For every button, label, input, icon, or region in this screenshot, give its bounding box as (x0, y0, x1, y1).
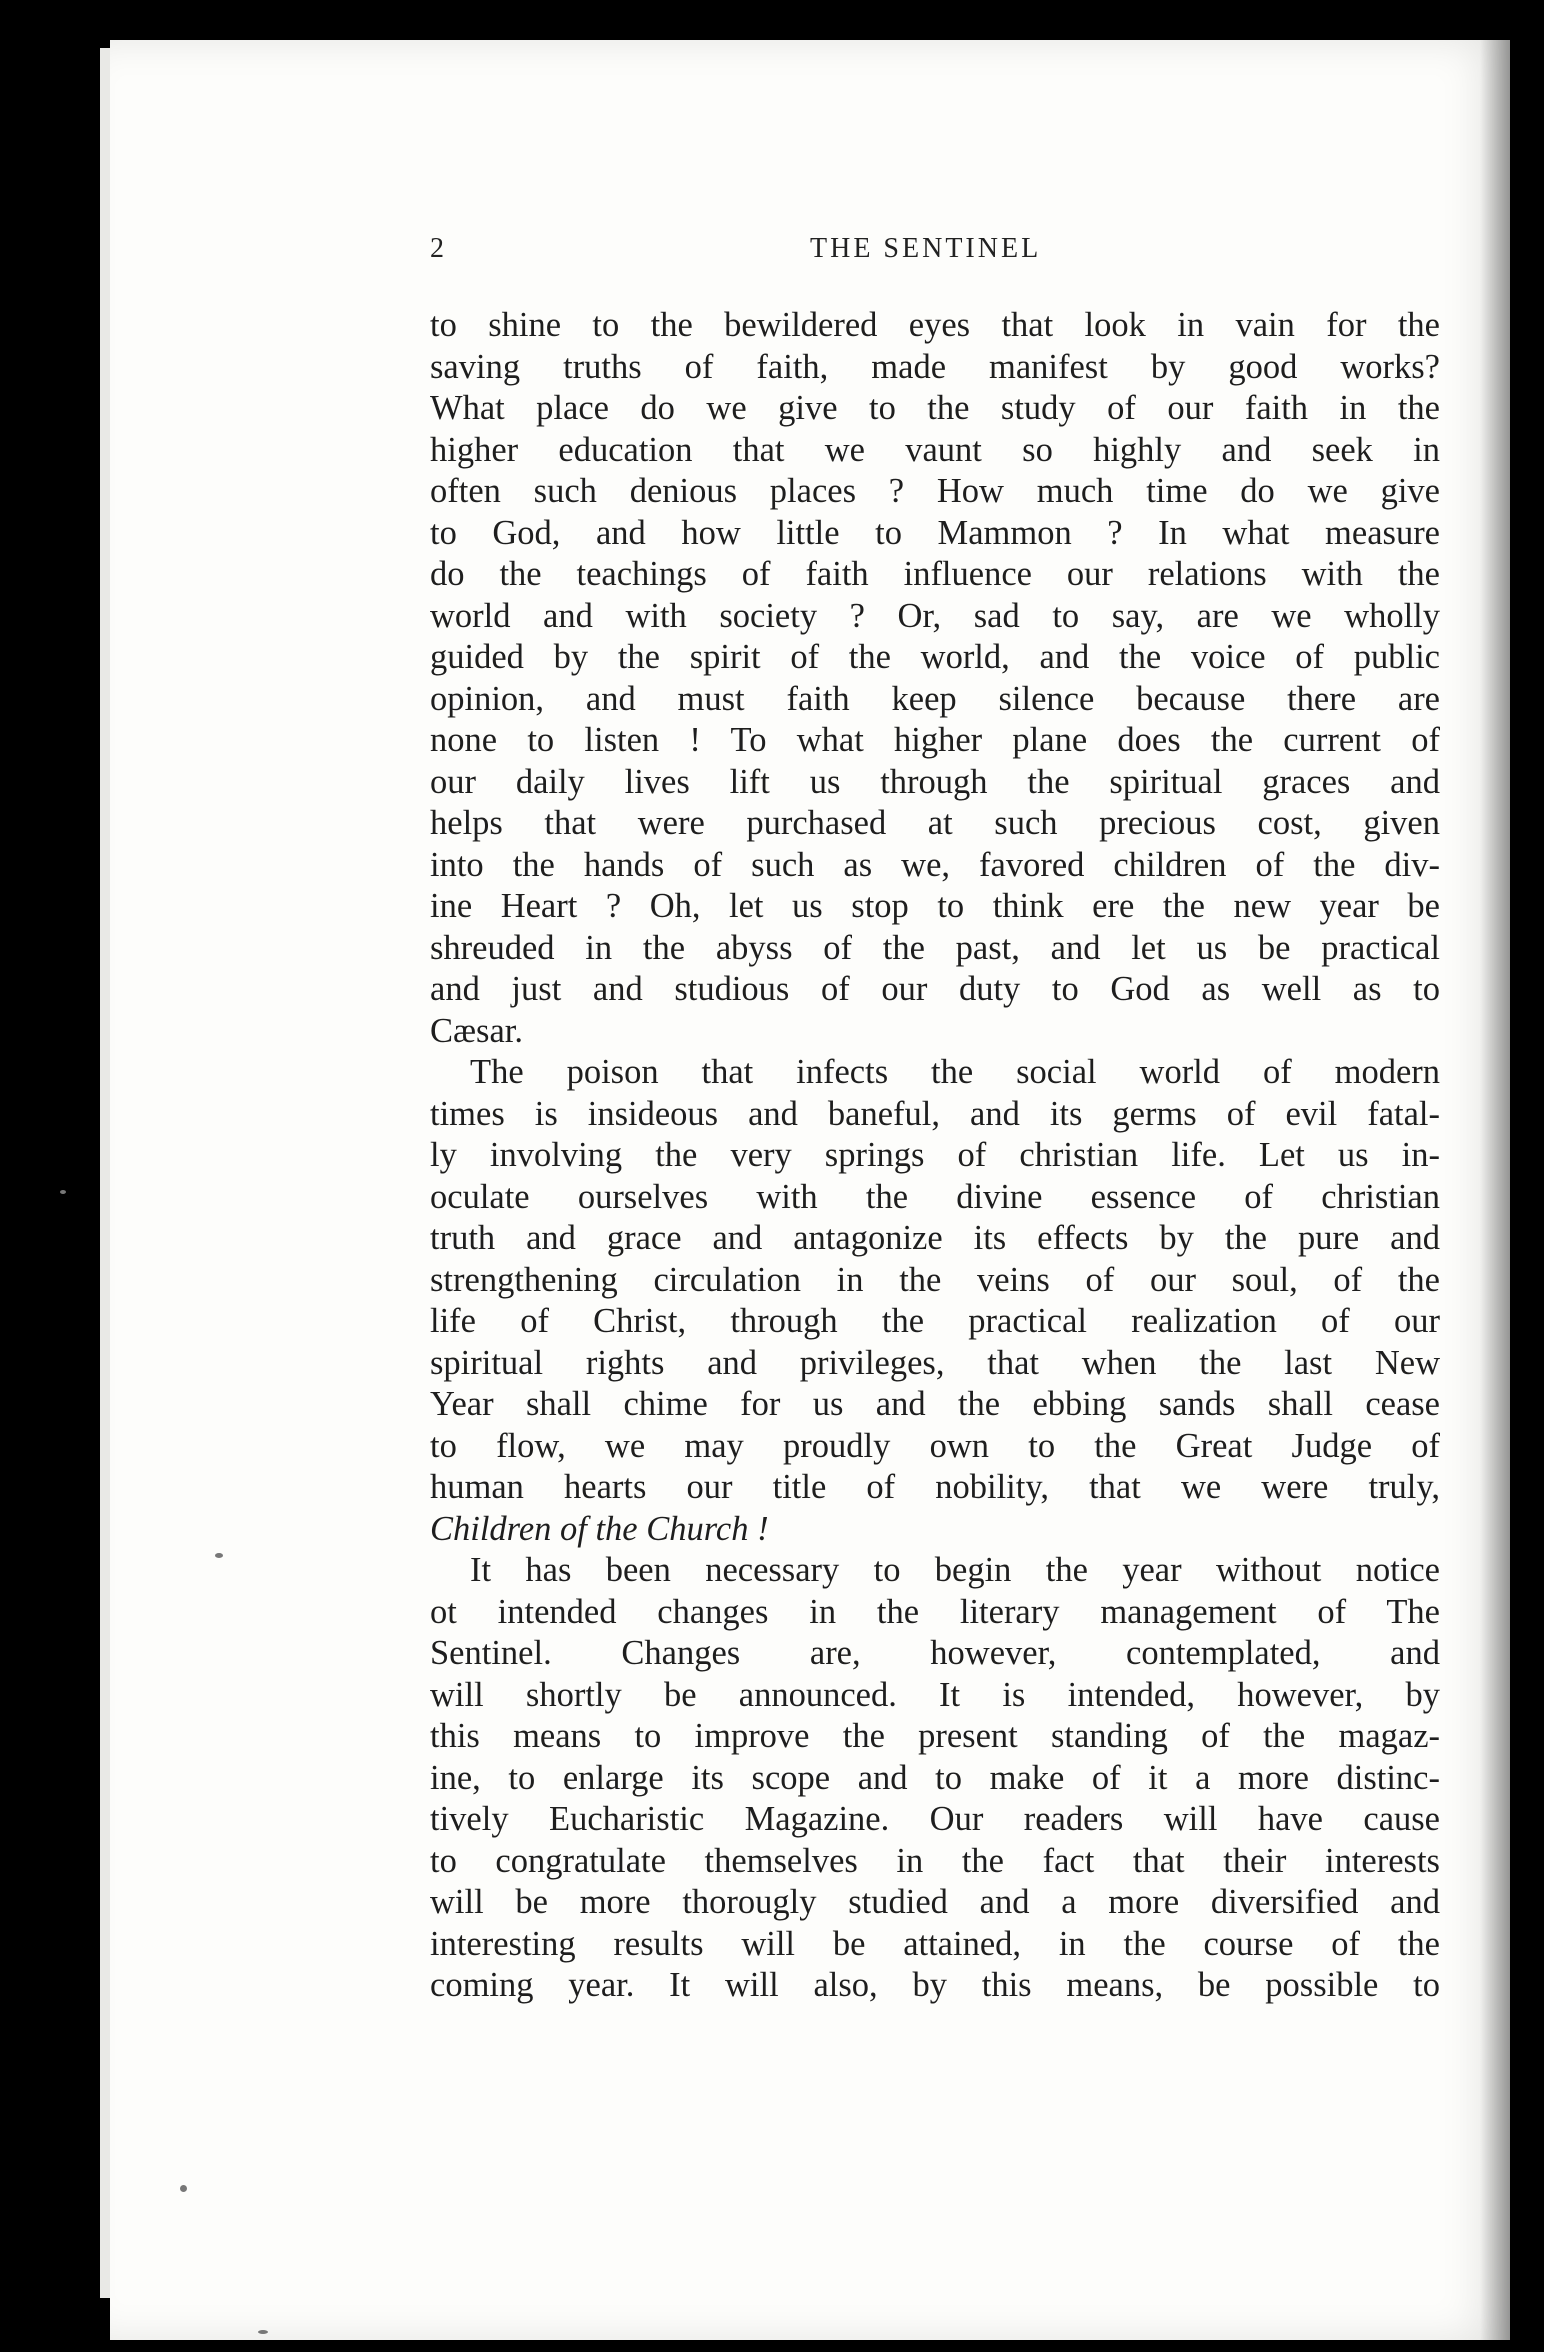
page-header (430, 233, 1440, 273)
text-line: saving truths of faith, made manifest by good works? (430, 347, 1440, 386)
text-line: to God, and how little to Mammon ? In what measure (430, 513, 1440, 552)
text-line: spiritual rights and privileges, that when the last New (430, 1343, 1440, 1382)
text-line: higher education that we vaunt so highly and seek in (430, 430, 1440, 469)
scan-speck (180, 2185, 187, 2192)
text-line: ly involving the very springs of christian life. Let us in- (430, 1136, 1440, 1174)
text-line: Cæsar. (430, 1011, 523, 1050)
text-line: ine Heart ? Oh, let us stop to think ere the new year be (430, 887, 1440, 925)
text-line: What place do we give to the study of our faith in the (430, 389, 1440, 427)
page-number: 2 (430, 233, 444, 264)
text-line: tively Eucharistic Magazine. Our readers will have cause (430, 1800, 1440, 1838)
text-line: will be more thorougly studied and a more diversified and (430, 1883, 1440, 1921)
text-line: to shine to the bewildered eyes that look in vain for the (430, 306, 1440, 344)
text-line: coming year. It will also, by this means, be possible to (430, 1966, 1440, 2004)
text-line: ot intended changes in the literary management of The (430, 1592, 1440, 1631)
scan-speck (258, 2330, 268, 2334)
text-line: often such denious places ? How much time do we give (430, 472, 1440, 510)
text-line: this means to improve the present standing of the magaz- (430, 1717, 1440, 1755)
scan-speck (215, 1553, 223, 1558)
text-line: life of Christ, through the practical realization of our (430, 1302, 1440, 1340)
text-line: our daily lives lift us through the spiritual graces and (430, 762, 1440, 801)
text-line: human hearts our title of nobility, that we were truly, (430, 1468, 1440, 1506)
text-line: world and with society ? Or, sad to say, are we wholly (430, 596, 1440, 635)
text-line: oculate ourselves with the divine essence of christian (430, 1177, 1440, 1216)
spine-shadow (1480, 40, 1510, 2340)
scan-speck (60, 1190, 66, 1194)
text-line: opinion, and must faith keep silence because there are (430, 679, 1440, 718)
text-line: Year shall chime for us and the ebbing sands shall cease (430, 1385, 1440, 1423)
text-line: into the hands of such as we, favored children of the div- (430, 845, 1440, 884)
text-line: helps that were purchased at such precious cost, given (430, 804, 1440, 842)
text-line: The poison that infects the social world of modern (470, 1053, 1440, 1091)
text-line: will shortly be announced. It is intended, however, by (430, 1675, 1440, 1714)
text-line: and just and studious of our duty to God as well as to (430, 970, 1440, 1008)
text-line: guided by the spirit of the world, and the voice of public (430, 638, 1440, 676)
text-line: times is insideous and baneful, and its germs of evil fatal- (430, 1094, 1440, 1133)
text-line: to flow, we may proudly own to the Great Judge of (430, 1426, 1440, 1465)
text-line: Children of the Church ! (430, 1509, 769, 1548)
body-text (430, 305, 1440, 2007)
text-line: Sentinel. Changes are, however, contemplated, and (430, 1634, 1440, 1672)
running-title: THE SENTINEL (810, 233, 1042, 264)
text-line: none to listen ! To what higher plane does the current of (430, 721, 1440, 759)
text-line: strengthening circulation in the veins of our soul, of the (430, 1260, 1440, 1299)
text-line: to congratulate themselves in the fact that their interests (430, 1841, 1440, 1880)
text-line: It has been necessary to begin the year without notice (470, 1551, 1440, 1589)
text-line: shreuded in the abyss of the past, and let us be practical (430, 928, 1440, 967)
text-line: do the teachings of faith influence our relations with the (430, 555, 1440, 593)
text-line: truth and grace and antagonize its effects by the pure and (430, 1219, 1440, 1257)
text-line: interesting results will be attained, in the course of the (430, 1924, 1440, 1963)
text-line: ine, to enlarge its scope and to make of it a more distinc- (430, 1758, 1440, 1797)
